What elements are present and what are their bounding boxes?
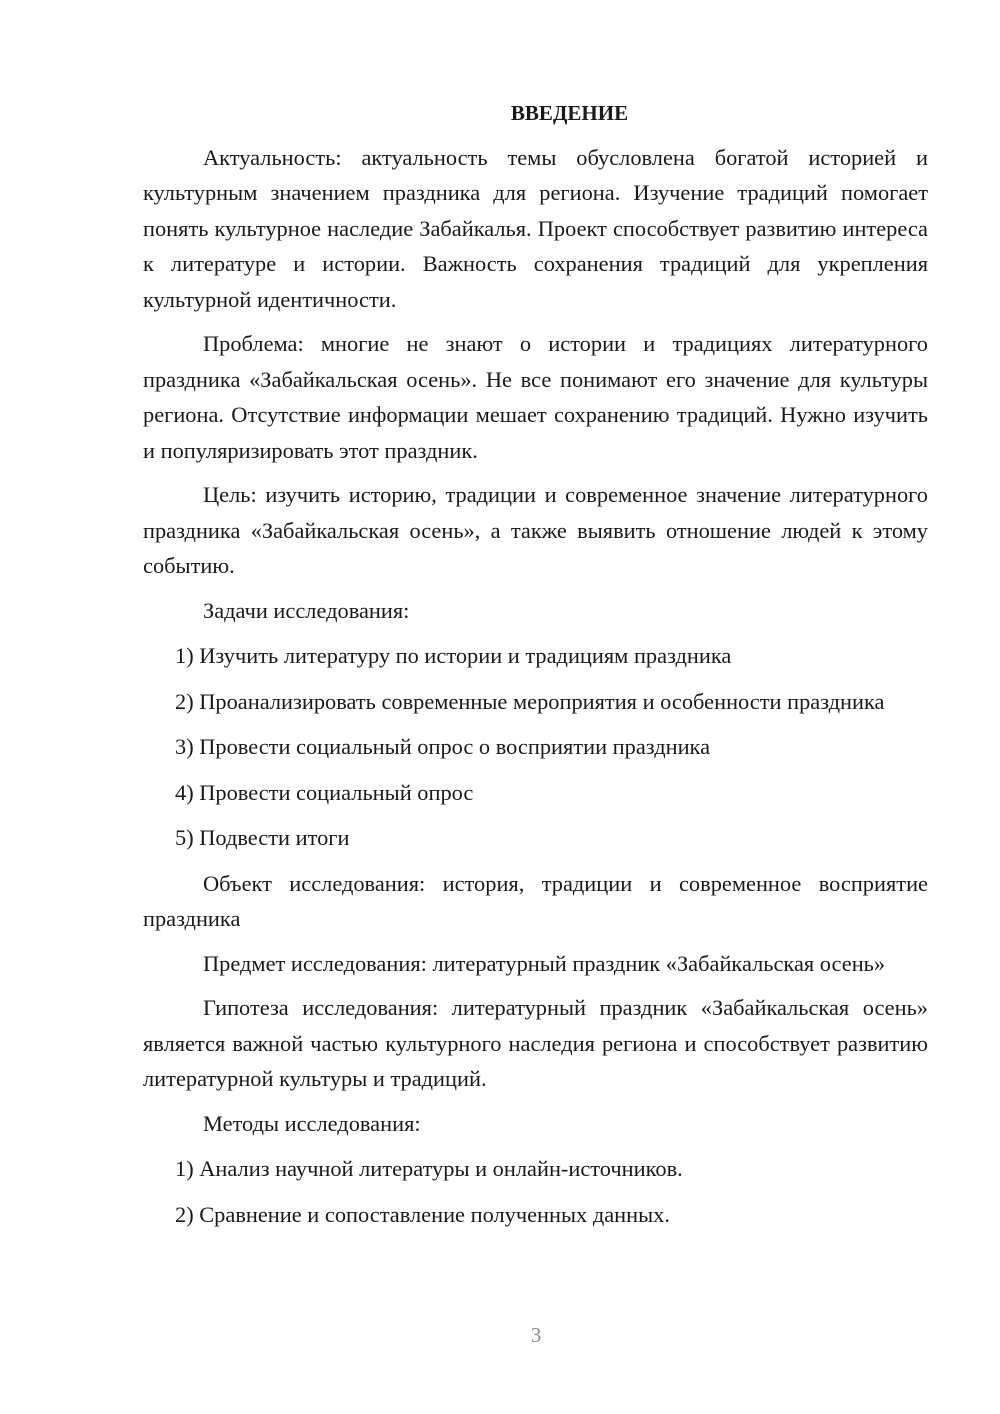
task-item: 5) Подвести итоги: [175, 825, 350, 850]
method-item: 2) Сравнение и сопоставление полученных данных.: [175, 1201, 670, 1227]
hypothesis-paragraph: Гипотеза исследования: литературный праздник «Забайкальская осень» является важной частью культурного наследия региона и способствует развитию литературной культуры и традиций.: [143, 995, 928, 1091]
relevance-paragraph: Актуальность: актуальность темы обусловлена богатой историей и культурным значением праздника для региона. Изучение традиций помогает понять культурное наследие Забайкалья. Проект способствует развитию интереса к литературе и истории. Важность сохранения традиций для укрепления культурной идентичности.: [143, 144, 928, 312]
task-item: 3) Провести социальный опрос о восприятии праздника: [175, 734, 711, 759]
page-title: ВВЕДЕНИЕ: [510, 101, 629, 125]
task-item: 4) Провести социальный опрос: [175, 779, 474, 805]
method-item: 1) Анализ научной литературы и онлайн-источников.: [175, 1156, 683, 1181]
goal-paragraph: Цель: изучить историю, традиции и современное значение литературного праздника «Забайкальская осень», а также выявить отношение людей к этому событию.: [143, 482, 928, 578]
object-paragraph: Объект исследования: история, традиции и современное восприятие праздника: [143, 870, 928, 931]
subject-paragraph: Предмет исследования: литературный праздник «Забайкальская осень»: [203, 950, 886, 976]
document-page: [143, 96, 928, 1242]
tasks-heading: Задачи исследования:: [203, 597, 410, 623]
task-item: 1) Изучить литературу по истории и традициям праздника: [175, 643, 732, 668]
problem-paragraph: Проблема: многие не знают о истории и традициях литературного праздника «Забайкальская осень». Не все понимают его значение для культуры региона. Отсутствие информации мешает сохранению традиций. Нужно изучить и популяризировать этот праздник.: [143, 331, 928, 463]
page-number: 3: [530, 1323, 542, 1347]
task-item: 2) Проанализировать современные мероприятия и особенности праздника: [175, 688, 885, 714]
methods-heading: Методы исследования:: [203, 1110, 421, 1136]
